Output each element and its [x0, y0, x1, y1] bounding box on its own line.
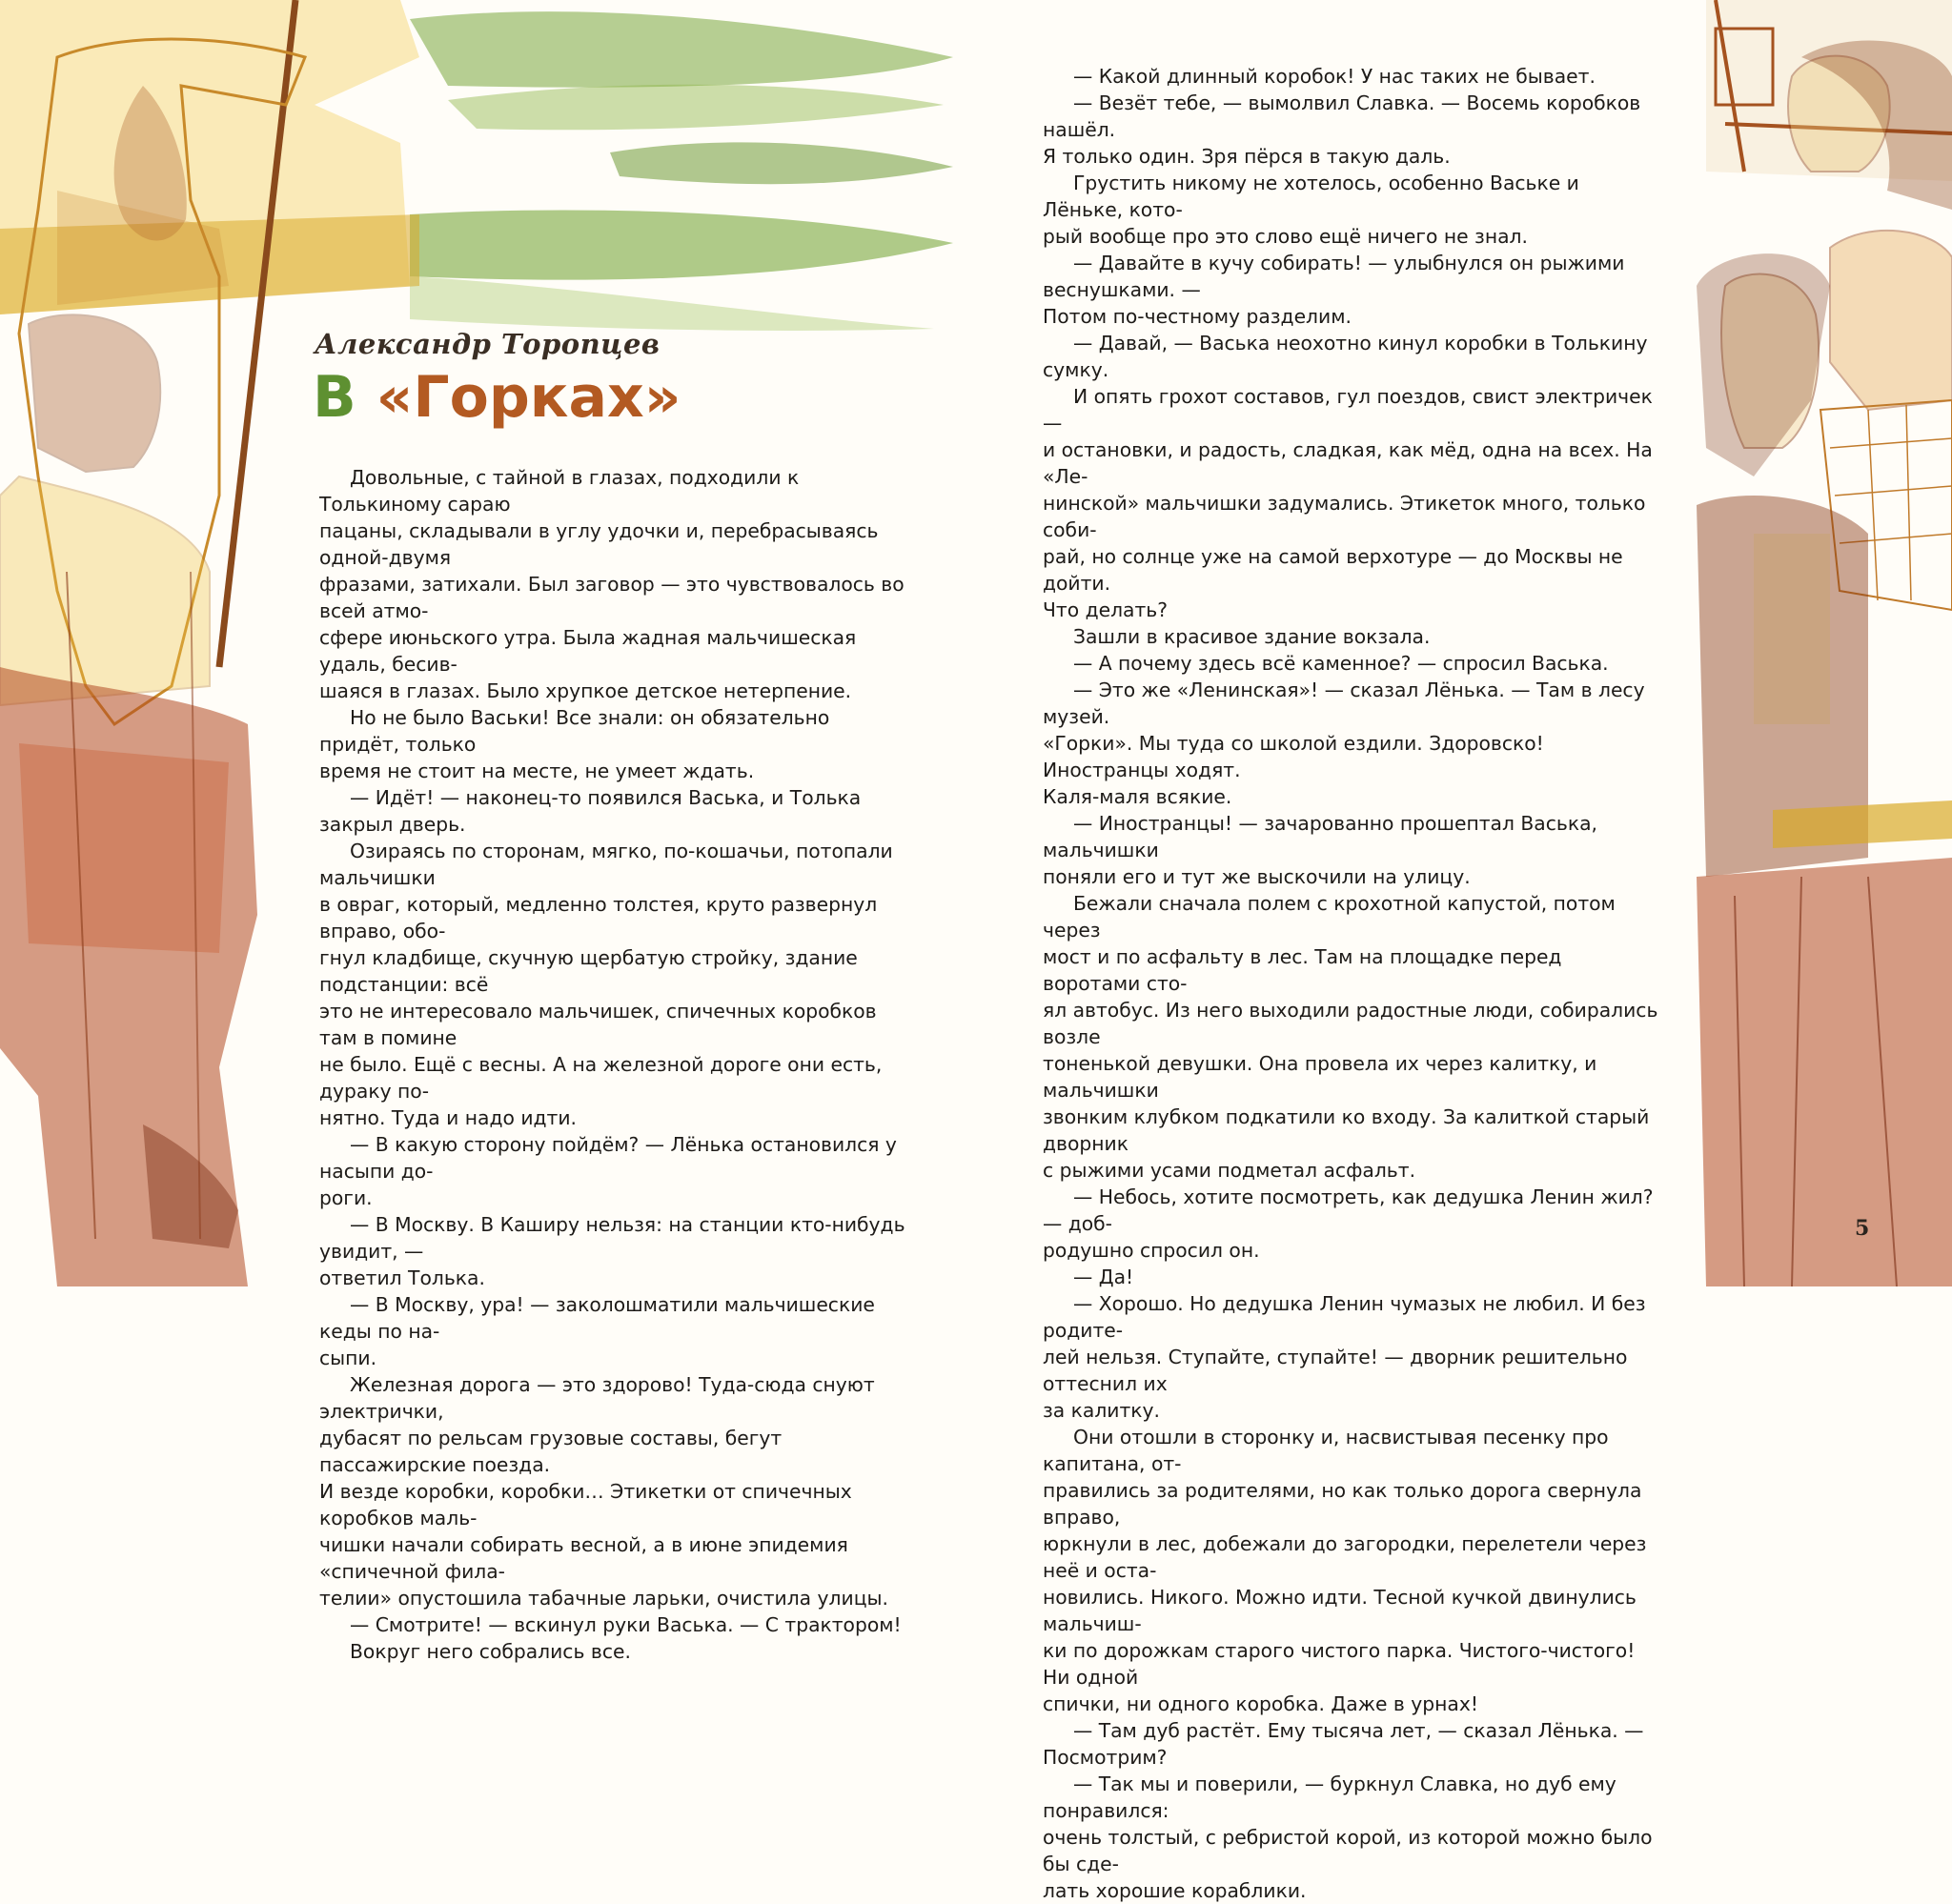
paragraph: — В Москву, ура! — заколошматили мальчишеские кеды по на- сыпи. — [319, 1293, 875, 1369]
paragraph: Они отошли в сторонку и, насвистывая песенку про капитана, от- правились за родителями, но как только дорога свернула вправо, юркнули в лес, добежали до загородки, перелетели через неё и оста- новились. Никого. Можно идти. Тесной кучкой двинулись мальчиш- ки по дорожкам старого чистого парка. Чистого-чистого! Ни одной спички, ни одного коробка. Даже в урнах! — [1043, 1426, 1647, 1715]
paragraph: Озираясь по сторонам, мягко, по-кошачьи, потопали мальчишки в овраг, который, медленно толстея, круто развернул вправо, обо- гнул кладбище, скучную щербатую стройку, здание подстанции: всё это не интересовало мальчишек, спичечных коробков там в помине не было. Ещё с весны. А на железной дороге они есть, дураку по- нятно. Туда и надо идти. — [319, 840, 893, 1129]
paragraph: Вокруг него собрались все. — [350, 1640, 631, 1663]
paragraph: — Давайте в кучу собирать! — улыбнулся он рыжими веснушками. — Потом по-честному разделим. — [1043, 252, 1625, 328]
paragraph: Довольные, с тайной в глазах, подходили к Толькиному сараю пацаны, складывали в углу удочки и, перебрасываясь одной-двумя фразами, затихали. Был заговор — это чувствовалось во всей атмо- сфере июньского утра. Была жадная мальчишеская удаль, бесив- шаяся в глазах. Было хрупкое детское нетерпение. — [319, 466, 905, 702]
paragraph: — В Москву. В Каширу нельзя: на станции кто-нибудь увидит, — ответил Толька. — [319, 1213, 905, 1289]
paragraph: — Идёт! — наконец-то появился Васька, и Толька закрыл дверь. — [319, 786, 862, 836]
right-illustration-people — [1697, 0, 1952, 1286]
paragraph: — Так мы и поверили, — буркнул Славка, но дуб ему понравился: очень толстый, с ребристой корой, из которой можно было бы сде- лать хорошие кораблики. — [1043, 1772, 1653, 1902]
paragraph: — Хорошо. Но дедушка Ленин чумазых не любил. И без родите- лей нельзя. Ступайте, ступайте! — дворник решительно оттеснил их за калитку. — [1043, 1292, 1646, 1422]
paragraph: — Иностранцы! — зачарованно прошептал Васька, мальчишки поняли его и тут же выскочили на улицу. — [1043, 812, 1597, 888]
right-text-column — [1043, 63, 1662, 1904]
paragraph: — Какой длинный коробок! У нас таких не бывает. — [1073, 65, 1596, 88]
paragraph: — А почему здесь всё каменное? — спросил Васька. — [1073, 652, 1609, 675]
paragraph: Но не было Васьки! Все знали: он обязательно придёт, только время не стоит на месте, не умеет ждать. — [319, 706, 830, 782]
page-number: 5 — [1855, 1216, 1870, 1241]
article-author: Александр Торопцев — [315, 328, 661, 360]
paragraph: — Везёт тебе, — вымолвил Славка. — Восемь коробков нашёл. Я только один. Зря пёрся в такую даль. — [1043, 91, 1641, 168]
article-title-rest: «Горках» — [376, 364, 681, 431]
paragraph: Грустить никому не хотелось, особенно Ваське и Лёньке, кото- рый вообще про это слово ещё ничего не знал. — [1043, 172, 1579, 248]
paragraph: — Да! — [1073, 1266, 1134, 1288]
paragraph: — В какую сторону пойдём? — Лёнька остановился у насыпи до- роги. — [319, 1133, 897, 1209]
article-title-first-word: В — [313, 364, 356, 431]
article-title — [313, 364, 681, 431]
paragraph: — Давай, — Васька неохотно кинул коробки в Толькину сумку. — [1043, 332, 1648, 381]
paragraph: И опять грохот составов, гул поездов, свист электричек — и остановки, и радость, сладкая, как мёд, одна на всех. На «Ле- нинской» мальчишки задумались. Этикеток много, только соби- рай, но солнце уже на самой верхотуре — до Москвы не дойти. Что делать? — [1043, 385, 1653, 621]
paragraph: — Это же «Ленинская»! — сказал Лёнька. — Там в лесу музей. «Горки». Мы туда со школой ездили. Здоровско! Иностранцы ходят. Каля-маля всякие. — [1043, 679, 1645, 808]
paragraph: Бежали сначала полем с крохотной капустой, потом через мост и по асфальту в лес. Там на площадке перед воротами сто- ял автобус. Из него выходили радостные люди, собирались возле тоненькой девушки. Она провела их через калитку, и мальчишки звонким клубком подкатили ко входу. За калиткой старый дворник с рыжими усами подметал асфальт. — [1043, 892, 1658, 1182]
paragraph: — Там дуб растёт. Ему тысяча лет, — сказал Лёнька. — Посмотрим? — [1043, 1719, 1644, 1769]
paragraph: — Небось, хотите посмотреть, как дедушка Ленин жил? — доб- родушно спросил он. — [1043, 1185, 1654, 1262]
paragraph: Железная дорога — это здорово! Туда-сюда снуют электрички, дубасят по рельсам грузовые составы, бегут пассажирские поезда. И везде коробки, коробки… Этикетки от спичечных коробков маль- чишки начали собирать весной, а в июне эпидемия «спичечной фила- телии» опустошила табачные ларьки, очистила улицы. — [319, 1373, 888, 1610]
paragraph: — Смотрите! — вскинул руки Васька. — С трактором! — [350, 1613, 902, 1636]
paragraph: Зашли в красивое здание вокзала. — [1073, 625, 1431, 648]
left-text-column — [319, 464, 910, 1665]
